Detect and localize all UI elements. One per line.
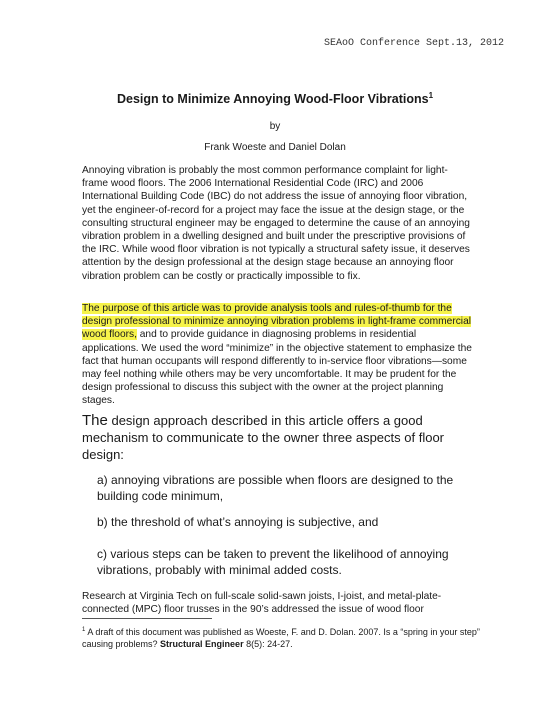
list-text-c: various steps can be taken to prevent the likelihood of annoying vibrations, probably with minimal added costs. [97,547,449,577]
title-text: Design to Minimize Annoying Wood-Floor Vibrations [116,92,429,107]
list-item-b [97,514,477,530]
highlighted-purpose: The purpose of this article was to provide analysis tools and rules-of-thumb for the design professional to minimize annoying vibration problems in light-frame commercial wood floors, [82,303,471,341]
list-item-c [97,546,477,578]
design-approach-text: design approach described in this article offers a good mechanism to communicate to the owner three aspects of floor design: [82,413,445,462]
footnote-journal: Structural Engineer [160,639,244,649]
footnote-mark: 1 [82,627,86,633]
list-marker-b: b) [97,515,108,529]
document-title [0,91,550,106]
footnote-divider [82,618,212,619]
footnote-text: A draft of this document was published as Woeste, F. and D. Dolan. 2007. Is a “spring in your step” causing problems? [82,627,480,649]
conference-header: SEAoO Conference Sept.13, 2012 [323,38,504,49]
purpose-rest: and to provide guidance in diagnosing problems in residential applications. We used the word “minimize” in the objective statement to emphasize the fact that human occupants will respond differently to in-service floor vibrations—some may feel nothing while others may be very uncomfortable. It may be prudent for the design professional to discuss this subject with the owner at the project planning stages. [82,329,472,407]
title-footnote-mark: 1 [428,91,434,100]
list-marker-c: c) [97,547,107,561]
list-text-b: the threshold of what’s annoying is subjective, and [111,515,379,529]
footnote [82,624,482,650]
design-approach-lead: The [82,412,108,429]
list-item-a [97,472,477,504]
list-text-a: annoying vibrations are possible when floors are designed to the building code minimum, [97,473,454,503]
paragraph-intro: Annoying vibration is probably the most common performance complaint for light-frame wood floors. The 2006 International Residential Code (IRC) and 2006 International Building Code (IBC) do not address the issue of annoying floor vibration, yet the engineer-of-record for a project may face the issue at the design stage, or the consulting structural engineer may be engaged to determine the cause of an annoying vibration problem in a dwelling designed and built under the prescriptive provisions of the IRC. While wood floor vibration is not typically a structural safety issue, it deserves attention by the design professional at the design stage because an annoying floor vibration problem can be costly or practically impossible to fix. [82,165,470,282]
byline-by: by [269,121,281,132]
footnote-tail: 8(5): 24-27. [243,639,293,649]
byline-authors: Frank Woeste and Daniel Dolan [204,142,346,153]
paragraph-purpose [82,302,472,408]
list-marker-a: a) [97,473,108,487]
paragraph-research: Research at Virginia Tech on full-scale solid-sawn joists, I-joist, and metal-plate-connected (MPC) floor trusses in the 90’s addressed the issue of wood floor [82,591,442,616]
paragraph-design-approach [82,412,482,463]
